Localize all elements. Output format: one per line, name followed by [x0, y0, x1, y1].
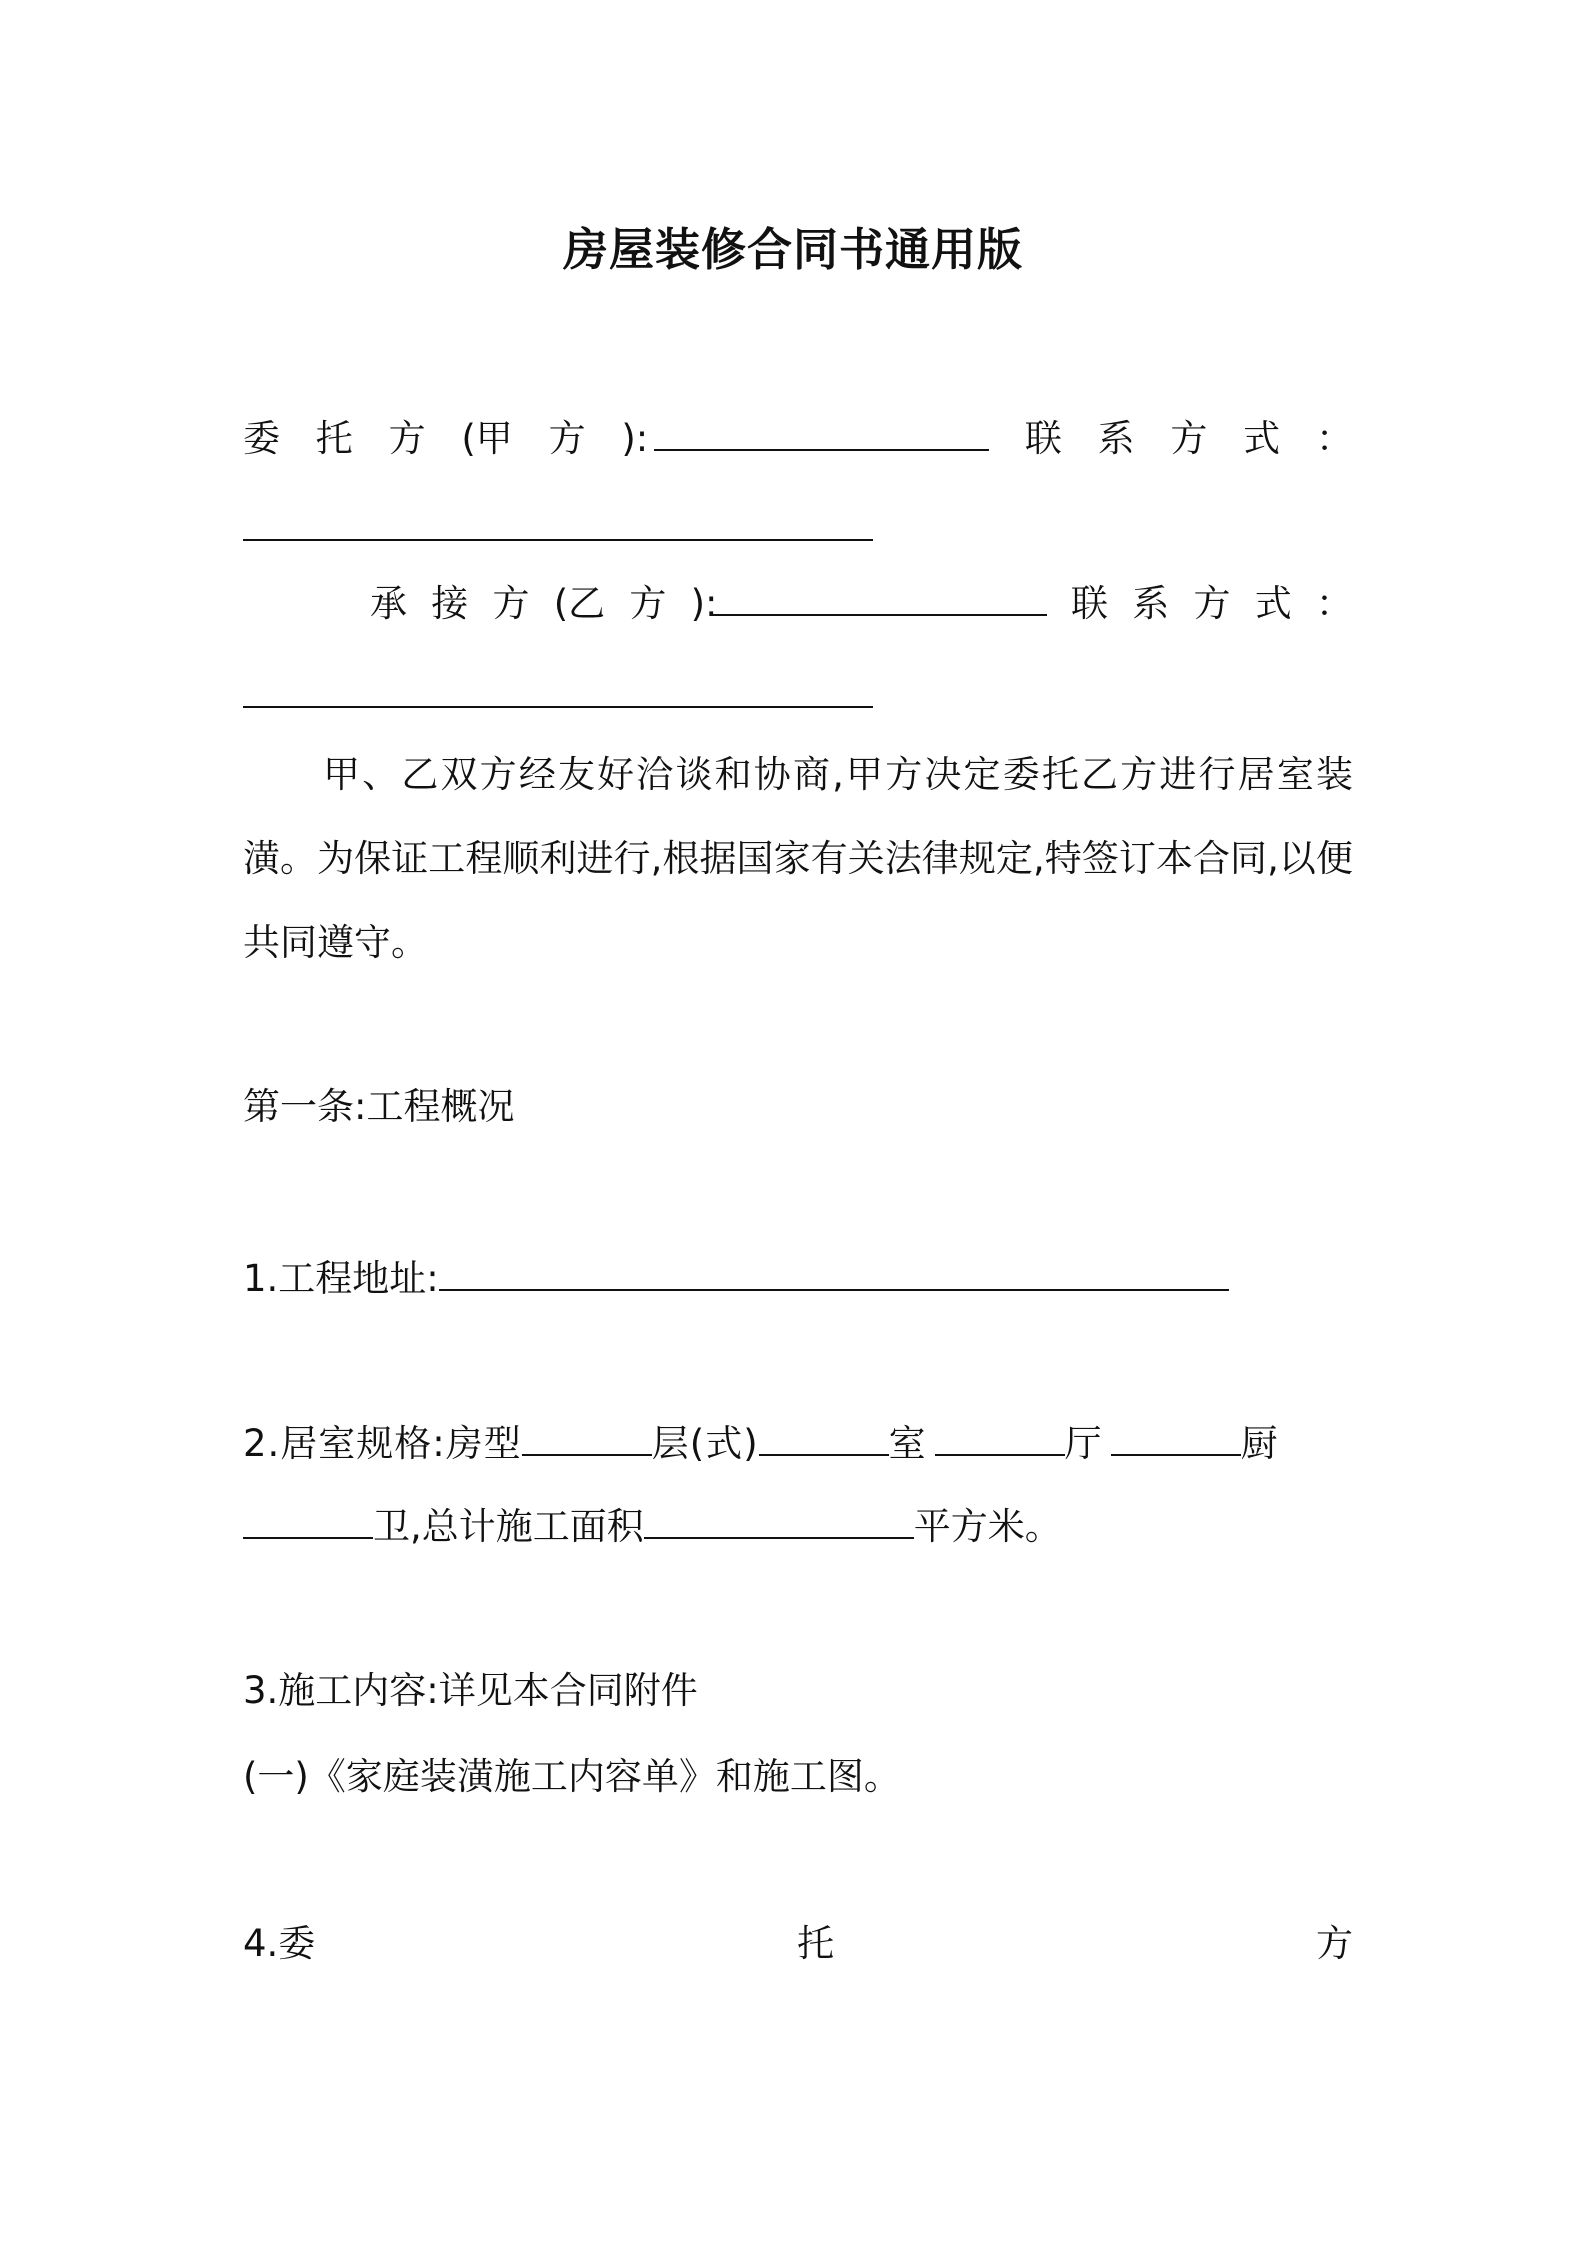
item-2-specs — [243, 1420, 1353, 1468]
address-blank[interactable] — [439, 1255, 1229, 1291]
item-4-line — [243, 1920, 1353, 1968]
party-a-char: ): — [621, 417, 649, 460]
item-1-address — [243, 1255, 1353, 1303]
hall-blank[interactable] — [1111, 1420, 1241, 1456]
item-4-char: 托 — [797, 1922, 835, 1965]
party-b-char: 接 — [431, 582, 469, 625]
party-a-char: 委 — [243, 417, 280, 460]
party-a-contact-char: 方 — [1170, 417, 1208, 460]
party-b-char: ): — [690, 582, 718, 625]
party-a-line — [243, 415, 1353, 463]
party-b-contact-char: 系 — [1132, 582, 1170, 625]
kitchen-blank[interactable] — [243, 1503, 373, 1539]
item-3-attachment: (一)《家庭装潢施工内容单》和施工图。 — [243, 1755, 901, 1798]
item-1-label: 1.工程地址: — [243, 1257, 439, 1300]
party-a-contact-char: ： — [1315, 417, 1353, 460]
party-b-contact-char: 联 — [1070, 582, 1108, 625]
party-a-char: 方 — [388, 417, 426, 460]
party-a-contact-char: 联 — [1024, 417, 1062, 460]
intro-paragraph: 甲、乙双方经友好洽谈和协商,甲方决定委托乙方进行居室装潢。为保证工程顺利进行,根据国家有关法律规定,特签订本合同,以便共同遵守。 — [243, 753, 1353, 964]
room-label: 室 — [888, 1422, 927, 1465]
party-a-contact-char: 式 — [1243, 417, 1281, 460]
floor-label: 层(式) — [651, 1422, 759, 1465]
article-1-heading: 第一条:工程概况 — [243, 1085, 515, 1128]
party-a-char: 方 — [548, 417, 586, 460]
item-4-char: 方 — [1316, 1922, 1353, 1965]
party-b-contact-line — [243, 672, 1353, 720]
item-2-label: 2.居室规格:房型 — [243, 1422, 522, 1465]
party-a-contact-char: 系 — [1097, 417, 1135, 460]
party-a-char: (甲 — [461, 417, 513, 460]
unit-label: 平方米。 — [913, 1505, 1062, 1548]
hall-label: 厅 — [1064, 1422, 1103, 1465]
party-b-name-blank[interactable] — [712, 580, 1047, 616]
house-type-blank[interactable] — [522, 1420, 652, 1456]
area-blank[interactable] — [644, 1503, 914, 1539]
item-3-content: 3.施工内容:详见本合同附件 — [243, 1669, 698, 1712]
floor-blank[interactable] — [759, 1420, 889, 1456]
party-b-char: 方 — [629, 582, 667, 625]
party-b-char: 方 — [492, 582, 530, 625]
party-b-char: 承 — [370, 582, 407, 625]
document-title: 房屋装修合同书通用版 — [562, 223, 1023, 276]
party-b-contact-char: 式 — [1254, 582, 1292, 625]
party-a-name-blank[interactable] — [654, 415, 989, 451]
party-b-line — [370, 580, 1353, 628]
party-b-contact-char: ： — [1315, 582, 1353, 625]
bath-area-label: 卫,总计施工面积 — [373, 1505, 644, 1548]
party-a-char: 托 — [315, 417, 353, 460]
party-a-contact-blank[interactable] — [243, 505, 873, 541]
party-b-contact-blank[interactable] — [243, 672, 873, 708]
room-blank[interactable] — [935, 1420, 1065, 1456]
kitchen-label: 厨 — [1240, 1422, 1279, 1465]
party-b-contact-char: 方 — [1193, 582, 1231, 625]
party-b-char: (乙 — [553, 582, 606, 625]
item-4-char: 4.委 — [243, 1922, 316, 1965]
party-a-contact-line — [243, 505, 1353, 553]
item-2-specs-continued — [243, 1503, 1353, 1551]
